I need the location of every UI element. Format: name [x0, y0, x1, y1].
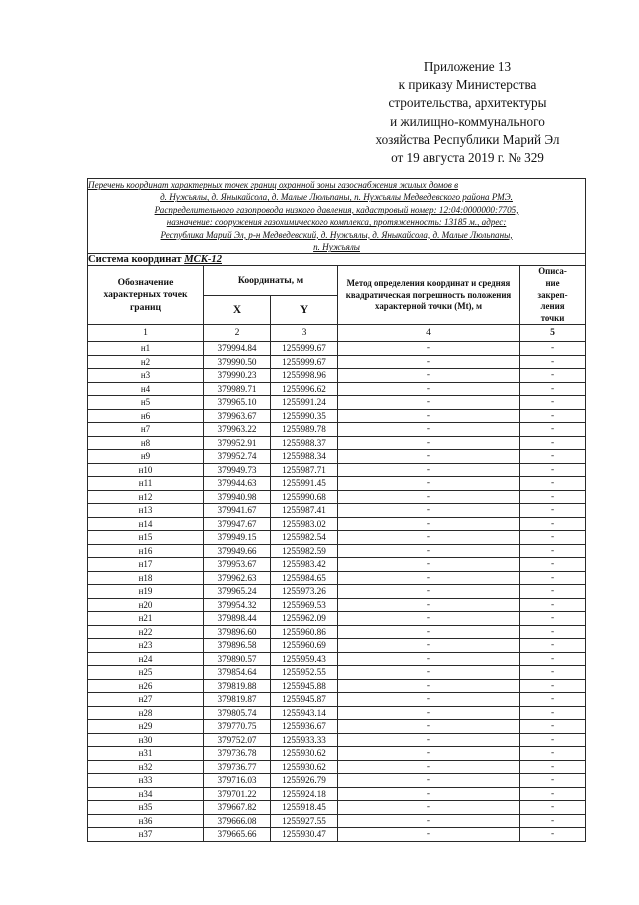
cell-method: -	[338, 585, 520, 599]
table-row	[88, 666, 586, 680]
coordinate-system-cell	[88, 254, 586, 266]
cell-y: 1255990.68	[271, 490, 338, 504]
cell-y: 1255959.43	[271, 652, 338, 666]
cell-description: -	[520, 463, 586, 477]
cell-description: -	[520, 409, 586, 423]
header-point-designation: Обозначение характерных точек границ	[88, 266, 204, 325]
cell-point: н11	[88, 477, 204, 491]
cell-point: н23	[88, 639, 204, 653]
cell-point: н29	[88, 720, 204, 734]
cell-method: -	[338, 544, 520, 558]
cell-method: -	[338, 558, 520, 572]
cell-x: 379962.63	[204, 571, 271, 585]
cell-y: 1255945.88	[271, 679, 338, 693]
cell-point: н18	[88, 571, 204, 585]
cell-point: н36	[88, 814, 204, 828]
cell-point: н19	[88, 585, 204, 599]
cell-x: 379941.67	[204, 504, 271, 518]
cell-method: -	[338, 463, 520, 477]
cell-description: -	[520, 517, 586, 531]
cell-description: -	[520, 612, 586, 626]
cell-description: -	[520, 477, 586, 491]
cell-method: -	[338, 706, 520, 720]
cell-y: 1255988.34	[271, 450, 338, 464]
cell-point: н37	[88, 828, 204, 842]
cell-x: 379963.67	[204, 409, 271, 423]
cell-x: 379963.22	[204, 423, 271, 437]
cell-y: 1255991.24	[271, 396, 338, 410]
cell-y: 1255926.79	[271, 774, 338, 788]
table-row	[88, 733, 586, 747]
table-row	[88, 814, 586, 828]
table-row	[88, 436, 586, 450]
table-row	[88, 558, 586, 572]
cell-description: -	[520, 490, 586, 504]
cell-y: 1255991.45	[271, 477, 338, 491]
cell-x: 379952.91	[204, 436, 271, 450]
cell-x: 379896.58	[204, 639, 271, 653]
cell-x: 379949.66	[204, 544, 271, 558]
cell-x: 379994.84	[204, 342, 271, 356]
cell-y: 1255990.35	[271, 409, 338, 423]
cell-y: 1255996.62	[271, 382, 338, 396]
cell-y: 1255983.02	[271, 517, 338, 531]
table-row	[88, 747, 586, 761]
table-row	[88, 490, 586, 504]
cell-method: -	[338, 477, 520, 491]
cell-point: н8	[88, 436, 204, 450]
header-y: Y	[271, 295, 338, 324]
header-desc-line-1: Описа-	[538, 266, 567, 277]
cell-y: 1255987.41	[271, 504, 338, 518]
cell-x: 379819.87	[204, 693, 271, 707]
cell-method: -	[338, 814, 520, 828]
header-coordinates-group: Координаты, м	[204, 266, 338, 295]
cell-point: н33	[88, 774, 204, 788]
cell-point: н30	[88, 733, 204, 747]
cell-y: 1255989.78	[271, 423, 338, 437]
cell-method: -	[338, 342, 520, 356]
cell-y: 1255960.69	[271, 639, 338, 653]
table-row	[88, 706, 586, 720]
cell-x: 379940.98	[204, 490, 271, 504]
cell-description: -	[520, 747, 586, 761]
cell-x: 379701.22	[204, 787, 271, 801]
cell-y: 1255983.42	[271, 558, 338, 572]
cell-point: н20	[88, 598, 204, 612]
document-header	[330, 58, 605, 167]
cell-point: н28	[88, 706, 204, 720]
cell-x: 379896.60	[204, 625, 271, 639]
cell-point: н3	[88, 369, 204, 383]
cell-y: 1255969.53	[271, 598, 338, 612]
description-line-5: Республика Марий Эл, р-н Медведевский, д. Нужъялы, д. Яныкайсола, д. Малые Люльпаны,	[160, 229, 513, 240]
cell-method: -	[338, 801, 520, 815]
cell-y: 1255984.65	[271, 571, 338, 585]
cell-y: 1255982.54	[271, 531, 338, 545]
cell-x: 379805.74	[204, 706, 271, 720]
cell-y: 1255924.18	[271, 787, 338, 801]
table-row	[88, 828, 586, 842]
table-row	[88, 612, 586, 626]
table-row	[88, 571, 586, 585]
cell-y: 1255952.55	[271, 666, 338, 680]
cell-method: -	[338, 652, 520, 666]
table-row	[88, 652, 586, 666]
cell-x: 379898.44	[204, 612, 271, 626]
cell-description: -	[520, 342, 586, 356]
column-numbering-row	[88, 325, 586, 342]
table-row	[88, 517, 586, 531]
cell-x: 379819.88	[204, 679, 271, 693]
cell-y: 1255962.09	[271, 612, 338, 626]
cell-method: -	[338, 828, 520, 842]
cell-method: -	[338, 409, 520, 423]
table-row	[88, 774, 586, 788]
colnum-5: 5	[520, 325, 586, 342]
cell-method: -	[338, 369, 520, 383]
description-line-4: назначение: сооружения газохимического комплекса, протяженность: 13185 м., адрес:	[166, 217, 507, 228]
cell-method: -	[338, 733, 520, 747]
cell-y: 1255936.67	[271, 720, 338, 734]
table-row	[88, 450, 586, 464]
table-row	[88, 585, 586, 599]
cell-y: 1255945.87	[271, 693, 338, 707]
cell-point: н1	[88, 342, 204, 356]
table-row	[88, 396, 586, 410]
coordinate-system-row	[88, 254, 586, 266]
cell-description: -	[520, 436, 586, 450]
cell-y: 1255987.71	[271, 463, 338, 477]
cell-description: -	[520, 787, 586, 801]
cell-method: -	[338, 517, 520, 531]
cell-method: -	[338, 436, 520, 450]
cell-description: -	[520, 733, 586, 747]
cell-point: н35	[88, 801, 204, 815]
colnum-3: 3	[271, 325, 338, 342]
cell-method: -	[338, 720, 520, 734]
cell-x: 379952.74	[204, 450, 271, 464]
description-cell	[88, 179, 586, 254]
cell-description: -	[520, 760, 586, 774]
description-line-6: п. Нужъялы	[313, 242, 360, 253]
cell-description: -	[520, 558, 586, 572]
cell-point: н6	[88, 409, 204, 423]
cell-point: н5	[88, 396, 204, 410]
table-row	[88, 409, 586, 423]
table-row	[88, 679, 586, 693]
cell-point: н13	[88, 504, 204, 518]
cell-description: -	[520, 774, 586, 788]
cell-x: 379736.78	[204, 747, 271, 761]
cell-description: -	[520, 652, 586, 666]
cell-point: н9	[88, 450, 204, 464]
table-row	[88, 720, 586, 734]
cell-description: -	[520, 531, 586, 545]
cell-point: н17	[88, 558, 204, 572]
cell-description: -	[520, 666, 586, 680]
table-row	[88, 693, 586, 707]
table-row	[88, 477, 586, 491]
cell-description: -	[520, 423, 586, 437]
header-method: Метод определения координат и средняя квадратическая погрешность положения характерной точки (Mt), м	[338, 266, 520, 325]
cell-method: -	[338, 639, 520, 653]
table-row	[88, 423, 586, 437]
cell-point: н24	[88, 652, 204, 666]
cell-point: н27	[88, 693, 204, 707]
cell-description: -	[520, 355, 586, 369]
cell-method: -	[338, 679, 520, 693]
cell-x: 379949.15	[204, 531, 271, 545]
cell-description: -	[520, 814, 586, 828]
cell-description: -	[520, 679, 586, 693]
cell-method: -	[338, 612, 520, 626]
table-body	[88, 342, 586, 842]
cell-description: -	[520, 720, 586, 734]
cell-x: 379944.63	[204, 477, 271, 491]
cell-point: н25	[88, 666, 204, 680]
cell-point: н14	[88, 517, 204, 531]
cell-x: 379770.75	[204, 720, 271, 734]
header-desc-line-5: точки	[540, 312, 565, 323]
cell-y: 1255988.37	[271, 436, 338, 450]
cell-description: -	[520, 828, 586, 842]
cell-x: 379947.67	[204, 517, 271, 531]
table-row	[88, 787, 586, 801]
table-row	[88, 369, 586, 383]
cell-y: 1255982.59	[271, 544, 338, 558]
cell-description: -	[520, 544, 586, 558]
cell-description: -	[520, 585, 586, 599]
cell-point: н10	[88, 463, 204, 477]
header-line-3: строительства, архитектуры	[388, 95, 547, 111]
header-x: X	[204, 295, 271, 324]
table-row	[88, 598, 586, 612]
coordinate-system-value: МСК-12	[184, 254, 223, 266]
cell-x: 379736.77	[204, 760, 271, 774]
description-row	[88, 179, 586, 254]
cell-method: -	[338, 571, 520, 585]
cell-y: 1255999.67	[271, 355, 338, 369]
cell-y: 1255918.45	[271, 801, 338, 815]
cell-x: 379990.50	[204, 355, 271, 369]
cell-point: н22	[88, 625, 204, 639]
description-line-2: д. Нужъялы, д. Яныкайсола, д. Малые Люльпаны, п. Нужъялы Медведевского района РМЭ.	[160, 192, 513, 203]
cell-method: -	[338, 747, 520, 761]
cell-method: -	[338, 490, 520, 504]
table-row	[88, 531, 586, 545]
header-description-fixing	[520, 266, 586, 325]
cell-y: 1255973.26	[271, 585, 338, 599]
cell-method: -	[338, 625, 520, 639]
description-line-1: Перечень координат характерных точек границ охранной зоны газоснабжения жилых домов в	[88, 180, 459, 190]
cell-x: 379716.03	[204, 774, 271, 788]
cell-x: 379954.32	[204, 598, 271, 612]
cell-method: -	[338, 598, 520, 612]
cell-x: 379890.57	[204, 652, 271, 666]
cell-point: н2	[88, 355, 204, 369]
cell-method: -	[338, 423, 520, 437]
cell-description: -	[520, 450, 586, 464]
table-row	[88, 639, 586, 653]
cell-method: -	[338, 787, 520, 801]
cell-x: 379665.66	[204, 828, 271, 842]
cell-point: н21	[88, 612, 204, 626]
cell-x: 379752.07	[204, 733, 271, 747]
cell-point: н31	[88, 747, 204, 761]
table-row	[88, 355, 586, 369]
cell-point: н12	[88, 490, 204, 504]
cell-description: -	[520, 396, 586, 410]
header-line-2: к приказу Министерства	[398, 77, 537, 93]
cell-point: н15	[88, 531, 204, 545]
colnum-4: 4	[338, 325, 520, 342]
cell-description: -	[520, 693, 586, 707]
cell-method: -	[338, 666, 520, 680]
cell-description: -	[520, 639, 586, 653]
table-row	[88, 342, 586, 356]
cell-description: -	[520, 382, 586, 396]
cell-description: -	[520, 706, 586, 720]
header-line-5: хозяйства Республики Марий Эл	[375, 131, 560, 147]
cell-method: -	[338, 382, 520, 396]
table-row	[88, 625, 586, 639]
cell-point: н26	[88, 679, 204, 693]
header-desc-line-3: закреп-	[537, 289, 568, 300]
header-line-6: от 19 августа 2019 г. № 329	[391, 150, 544, 166]
cell-method: -	[338, 504, 520, 518]
cell-method: -	[338, 760, 520, 774]
cell-method: -	[338, 355, 520, 369]
cell-point: н16	[88, 544, 204, 558]
header-desc-line-4: ления	[540, 301, 565, 312]
cell-y: 1255960.86	[271, 625, 338, 639]
cell-point: н4	[88, 382, 204, 396]
cell-description: -	[520, 504, 586, 518]
cell-method: -	[338, 774, 520, 788]
colnum-1: 1	[88, 325, 204, 342]
table-header-row-1	[88, 266, 586, 295]
cell-y: 1255927.55	[271, 814, 338, 828]
cell-x: 379854.64	[204, 666, 271, 680]
description-line-3: Распределительного газопровода низкого давления, кадастровый номер: 12:04:0000000:7705,	[154, 204, 519, 215]
cell-y: 1255930.62	[271, 747, 338, 761]
cell-x: 379990.23	[204, 369, 271, 383]
table-row	[88, 760, 586, 774]
cell-point: н7	[88, 423, 204, 437]
cell-x: 379965.10	[204, 396, 271, 410]
cell-y: 1255930.62	[271, 760, 338, 774]
cell-method: -	[338, 450, 520, 464]
cell-description: -	[520, 571, 586, 585]
cell-x: 379965.24	[204, 585, 271, 599]
cell-y: 1255998.96	[271, 369, 338, 383]
coordinate-system-label: Система координат	[88, 254, 182, 266]
cell-description: -	[520, 801, 586, 815]
cell-point: н32	[88, 760, 204, 774]
cell-y: 1255933.33	[271, 733, 338, 747]
cell-x: 379953.67	[204, 558, 271, 572]
cell-x: 379667.82	[204, 801, 271, 815]
colnum-2: 2	[204, 325, 271, 342]
cell-method: -	[338, 531, 520, 545]
table-row	[88, 463, 586, 477]
cell-y: 1255999.67	[271, 342, 338, 356]
cell-x: 379989.71	[204, 382, 271, 396]
table-row	[88, 382, 586, 396]
cell-y: 1255943.14	[271, 706, 338, 720]
header-line-1: Приложение 13	[423, 59, 512, 74]
cell-y: 1255930.47	[271, 828, 338, 842]
cell-point: н34	[88, 787, 204, 801]
table-row	[88, 504, 586, 518]
table-row	[88, 544, 586, 558]
cell-x: 379949.73	[204, 463, 271, 477]
cell-method: -	[338, 396, 520, 410]
header-desc-line-2: ние	[545, 278, 560, 289]
coordinates-table	[87, 178, 586, 842]
cell-description: -	[520, 598, 586, 612]
cell-method: -	[338, 693, 520, 707]
cell-description: -	[520, 625, 586, 639]
cell-x: 379666.08	[204, 814, 271, 828]
cell-description: -	[520, 369, 586, 383]
header-line-4: и жилищно-коммунального	[390, 113, 545, 129]
table-row	[88, 801, 586, 815]
